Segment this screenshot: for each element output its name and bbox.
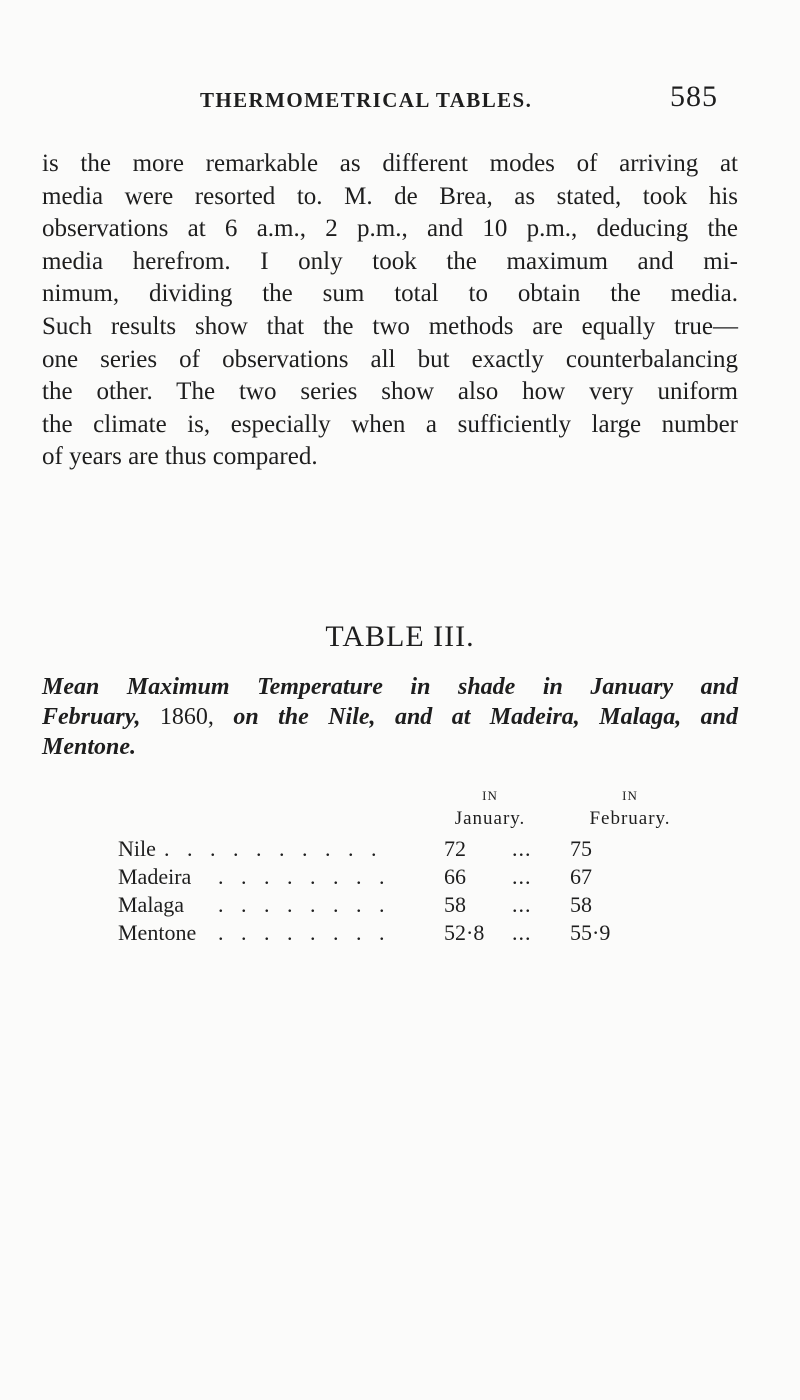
- body-paragraph: [42, 148, 738, 474]
- row-january-value: 52·8: [444, 920, 485, 945]
- body-line: media were resorted to. M. de Brea, as stated, took his: [42, 182, 738, 210]
- row-february-value: 58: [570, 892, 592, 917]
- row-january-value: 66: [444, 864, 466, 889]
- row-january-value: 72: [444, 836, 466, 861]
- caption-line: [42, 702, 738, 732]
- caption-line: Mean Maximum Temperature in shade in January and: [42, 674, 738, 700]
- column-prefix-february: IN: [622, 788, 638, 803]
- running-title: THERMOMETRICAL TABLES.: [200, 88, 533, 112]
- caption-year: 1860,: [159, 704, 214, 730]
- leader-dots: . . . . . . . .: [218, 920, 391, 945]
- row-place: Nile: [118, 836, 156, 861]
- table-title: TABLE III.: [325, 620, 475, 653]
- body-line: is the more remarkable as different modes of arriving at: [42, 150, 738, 177]
- row-february-value: 75: [570, 836, 592, 861]
- row-place: Mentone: [118, 920, 197, 945]
- table-caption: [42, 672, 738, 762]
- row-february-value: 67: [570, 864, 592, 889]
- column-header-february: February.: [589, 808, 671, 829]
- row-place: Madeira: [118, 864, 192, 889]
- row-february-value: 55·9: [570, 920, 611, 945]
- body-line: one series of observations all but exactly counterbalancing: [42, 345, 738, 373]
- caption-text: February,: [42, 704, 141, 730]
- row-separator: ...: [512, 864, 532, 889]
- row-separator: ...: [512, 920, 532, 945]
- body-line: media herefrom. I only took the maximum and mi-: [42, 247, 738, 275]
- leader-dots: . . . . . . . .: [218, 892, 391, 917]
- page-number: 585: [670, 80, 718, 113]
- caption-text: on the Nile, and at Madeira, Malaga, and: [233, 704, 739, 730]
- leader-dots: . . . . . . . . . .: [164, 836, 383, 861]
- body-line: the other. The two series show also how very uniform: [42, 378, 738, 406]
- column-prefix-january: IN: [482, 788, 498, 803]
- column-header-january: January.: [454, 808, 526, 829]
- row-separator: ...: [512, 892, 532, 917]
- body-line: of years are thus compared.: [42, 443, 318, 471]
- row-january-value: 58: [444, 892, 466, 917]
- row-place: Malaga: [118, 892, 184, 917]
- running-head: [0, 80, 800, 128]
- body-line: Such results show that the two methods are equally true—: [42, 312, 738, 340]
- caption-line: Mentone.: [42, 734, 137, 760]
- body-line: observations at 6 a.m., 2 p.m., and 10 p.m., deducing the: [42, 215, 738, 243]
- body-line: nimum, dividing the sum total to obtain the media.: [42, 280, 738, 308]
- leader-dots: . . . . . . . .: [218, 864, 391, 889]
- row-separator: ...: [512, 836, 532, 861]
- body-line: the climate is, especially when a sufficiently large number: [42, 410, 738, 438]
